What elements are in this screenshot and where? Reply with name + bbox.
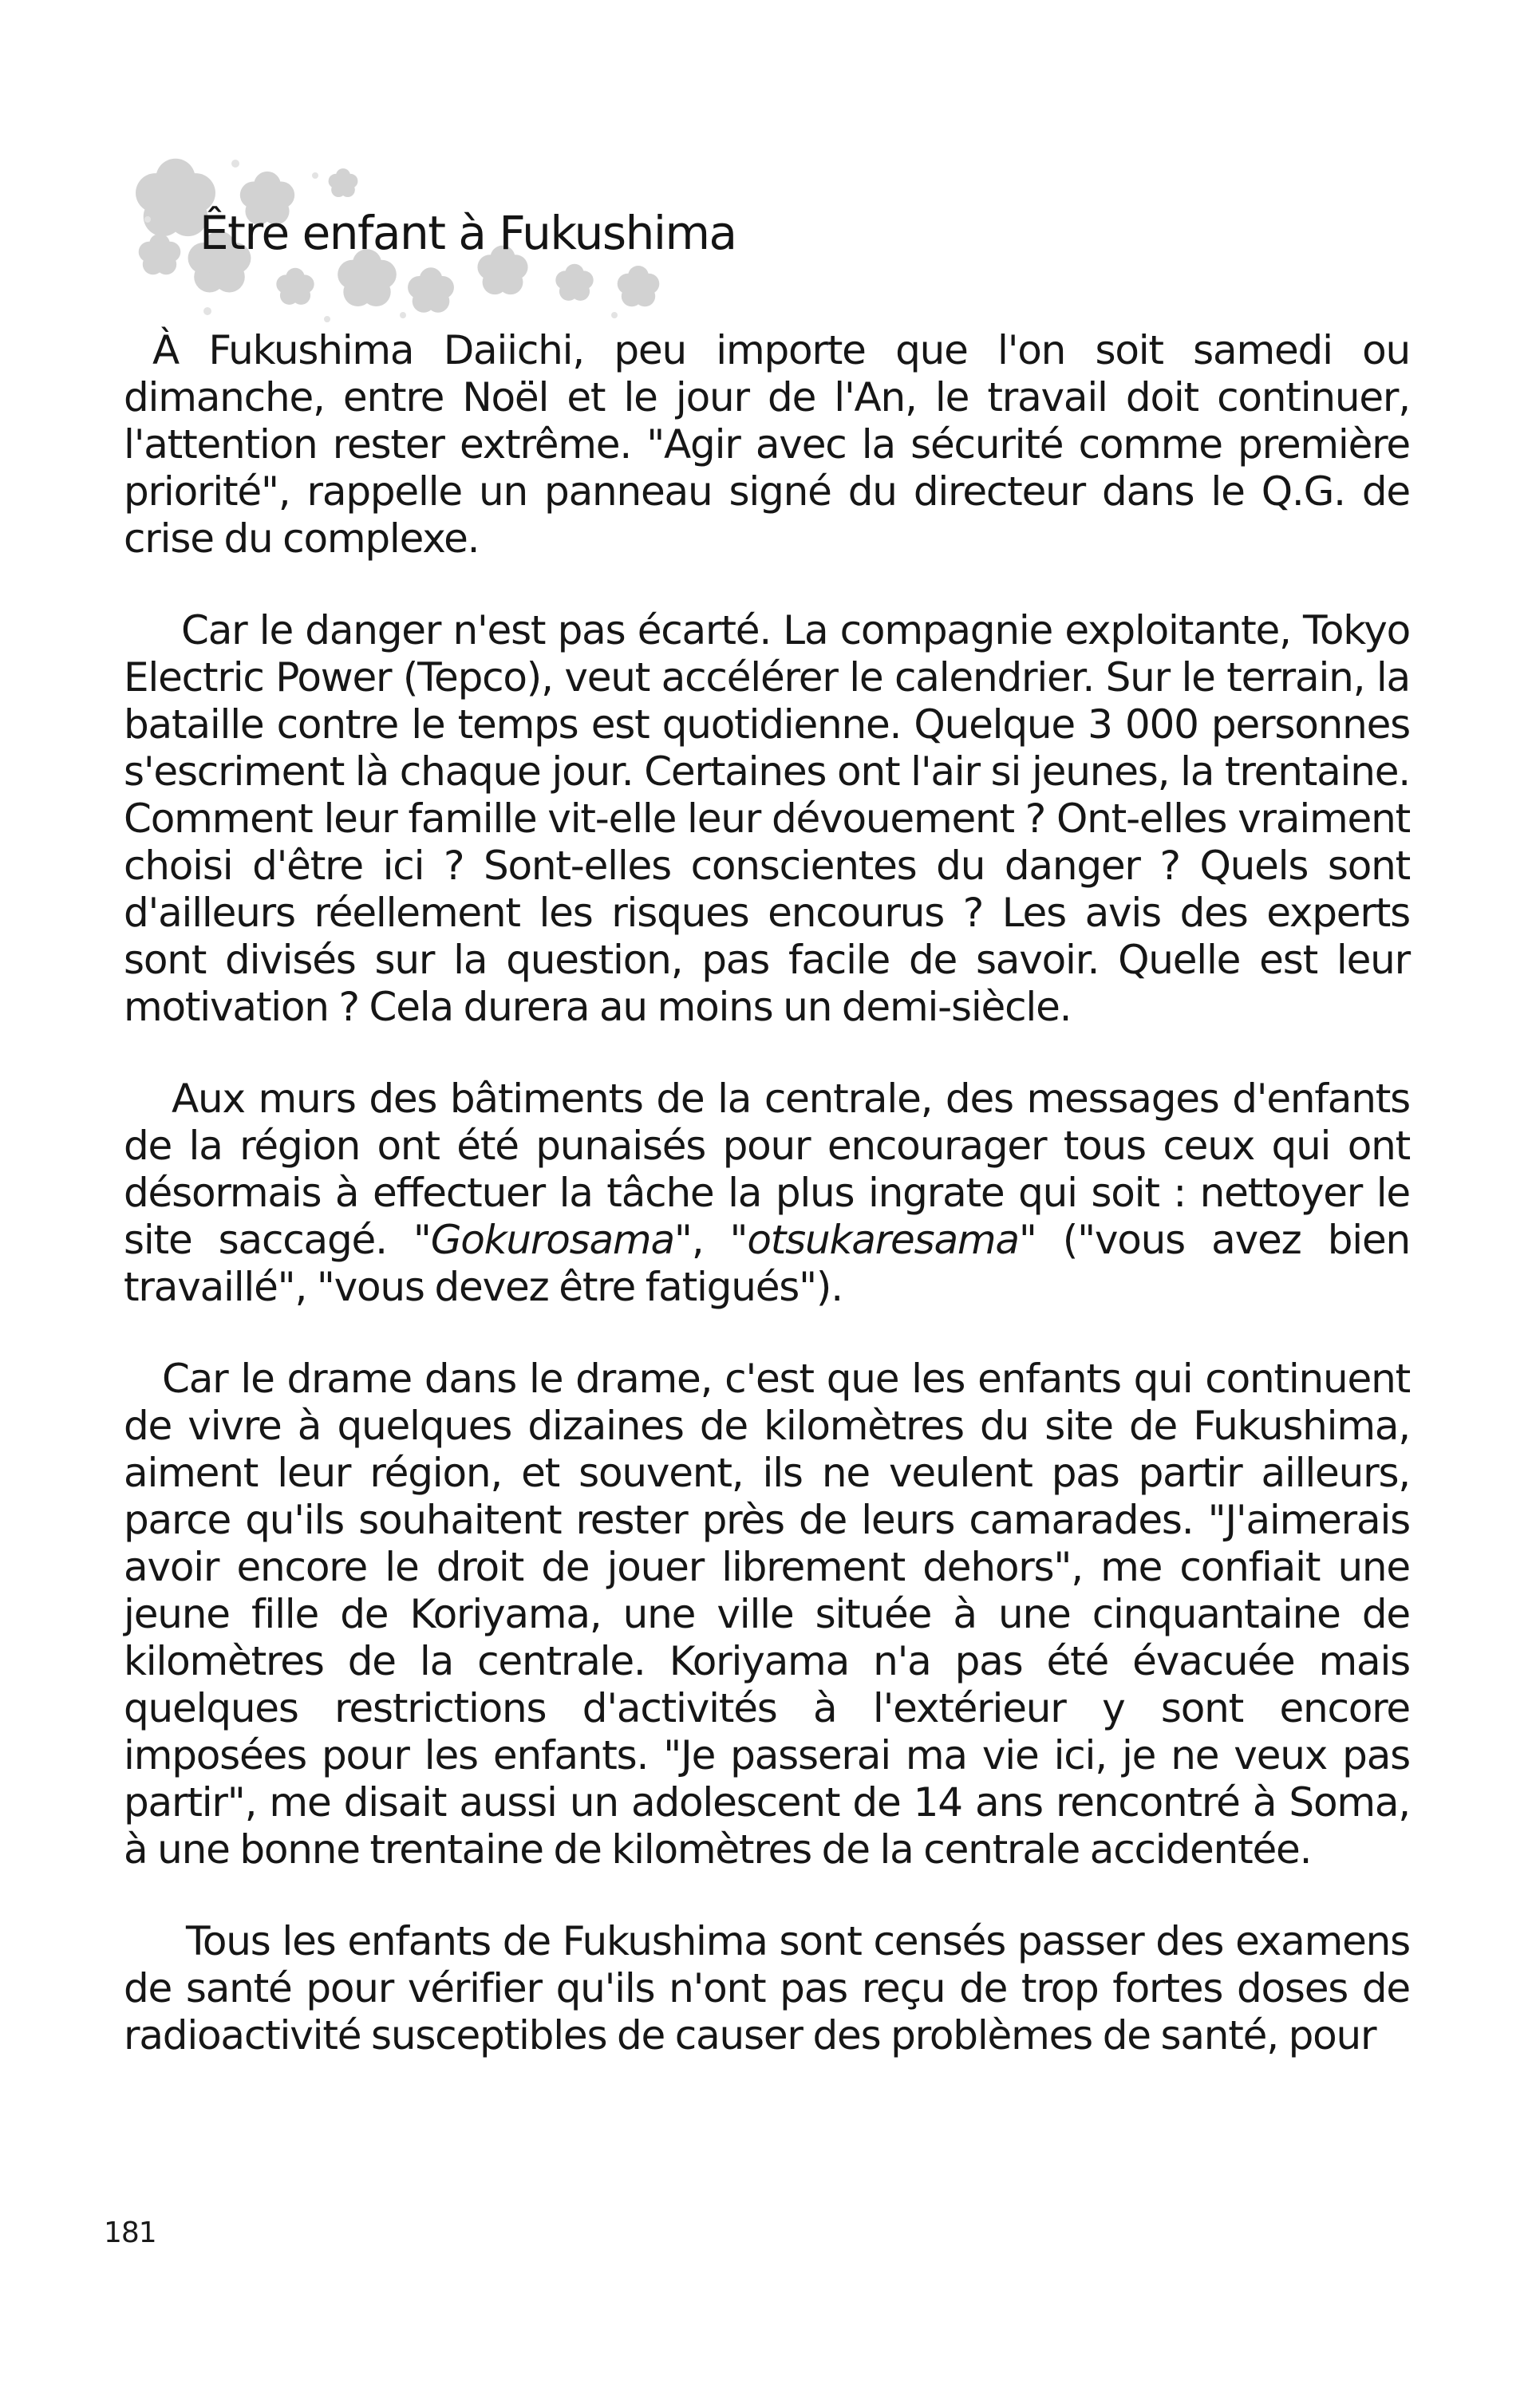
page-title: Être enfant à Fukushima [199, 206, 736, 260]
paragraph: Car le danger n'est pas écarté. La compagnie exploitante, Tokyo Electric Power (Tepco), veut accélérer le calendrier. Sur le terrain, la bataille contre le temps est quotidienne. Quelque 3 000 personnes s'escriment là chaque jour. Certaines ont l'air si jeunes, la trentaine. Comment leur famille vit-elle leur dévouement ? Ont-elles vraiment choisi d'être ici ? Sont-elles conscientes du danger ? Quels sont d'ailleurs réellement les risques encourus ? Les avis des experts sont divisés sur la question, pas facile de savoir. Quelle est leur motivation ? Cela durera au moins un demi-siècle. [124, 607, 1410, 1030]
paragraph: Tous les enfants de Fukushima sont censés passer des examens de santé pour vérifier qu'ils n'ont pas reçu de trop fortes doses de radioactivité susceptibles de causer des problèmes de santé, pour [124, 1918, 1410, 2059]
paragraph: Car le drame dans le drame, c'est que les enfants qui continuent de vivre à quelques dizaines de kilomètres du site de Fukushima, aiment leur région, et souvent, ils ne veulent pas partir ailleurs, parce qu'ils souhaitent rester près de leurs camarades. "J'aimerais avoir encore le droit de jouer librement dehors", me confiait une jeune fille de Koriyama, une ville située à une cinquantaine de kilomètres de la centrale. Koriyama n'a pas été évacuée mais quelques restrictions d'activités à l'extérieur y sont encore imposées pour les enfants. "Je passerai ma vie ici, je ne veux pas partir", me disait aussi un adolescent de 14 ans rencontré à Soma, à une bonne trentaine de kilomètres de la centrale accidentée. [124, 1356, 1410, 1873]
italic-term: Gokurosama [430, 1217, 674, 1263]
page-number: 181 [104, 2217, 156, 2249]
italic-term: otsukaresama [747, 1217, 1019, 1263]
paragraph-text: " ("vous avez bien travaillé", "vous devez être fatigués"). [124, 1217, 1411, 1310]
section-heading [128, 144, 736, 335]
paragraph: À Fukushima Daiichi, peu importe que l'on soit samedi ou dimanche, entre Noël et le jour de l'An, le travail doit continuer, l'attention rester extrême. "Agir avec la sécurité comme première priorité", rappelle un panneau signé du directeur dans le Q.G. de crise du complexe. [124, 327, 1410, 562]
article-body [124, 327, 1410, 2104]
paragraph-text: ", " [673, 1217, 748, 1263]
paragraph [124, 1076, 1410, 1311]
paragraph-text: Aux murs des bâtiments de la centrale, des messages d'enfants de la région ont été punaisés pour encourager tous ceux qui ont désormais à effectuer la tâche la plus ingrate qui soit : nettoyer le site saccagé. " [124, 1076, 1410, 1263]
